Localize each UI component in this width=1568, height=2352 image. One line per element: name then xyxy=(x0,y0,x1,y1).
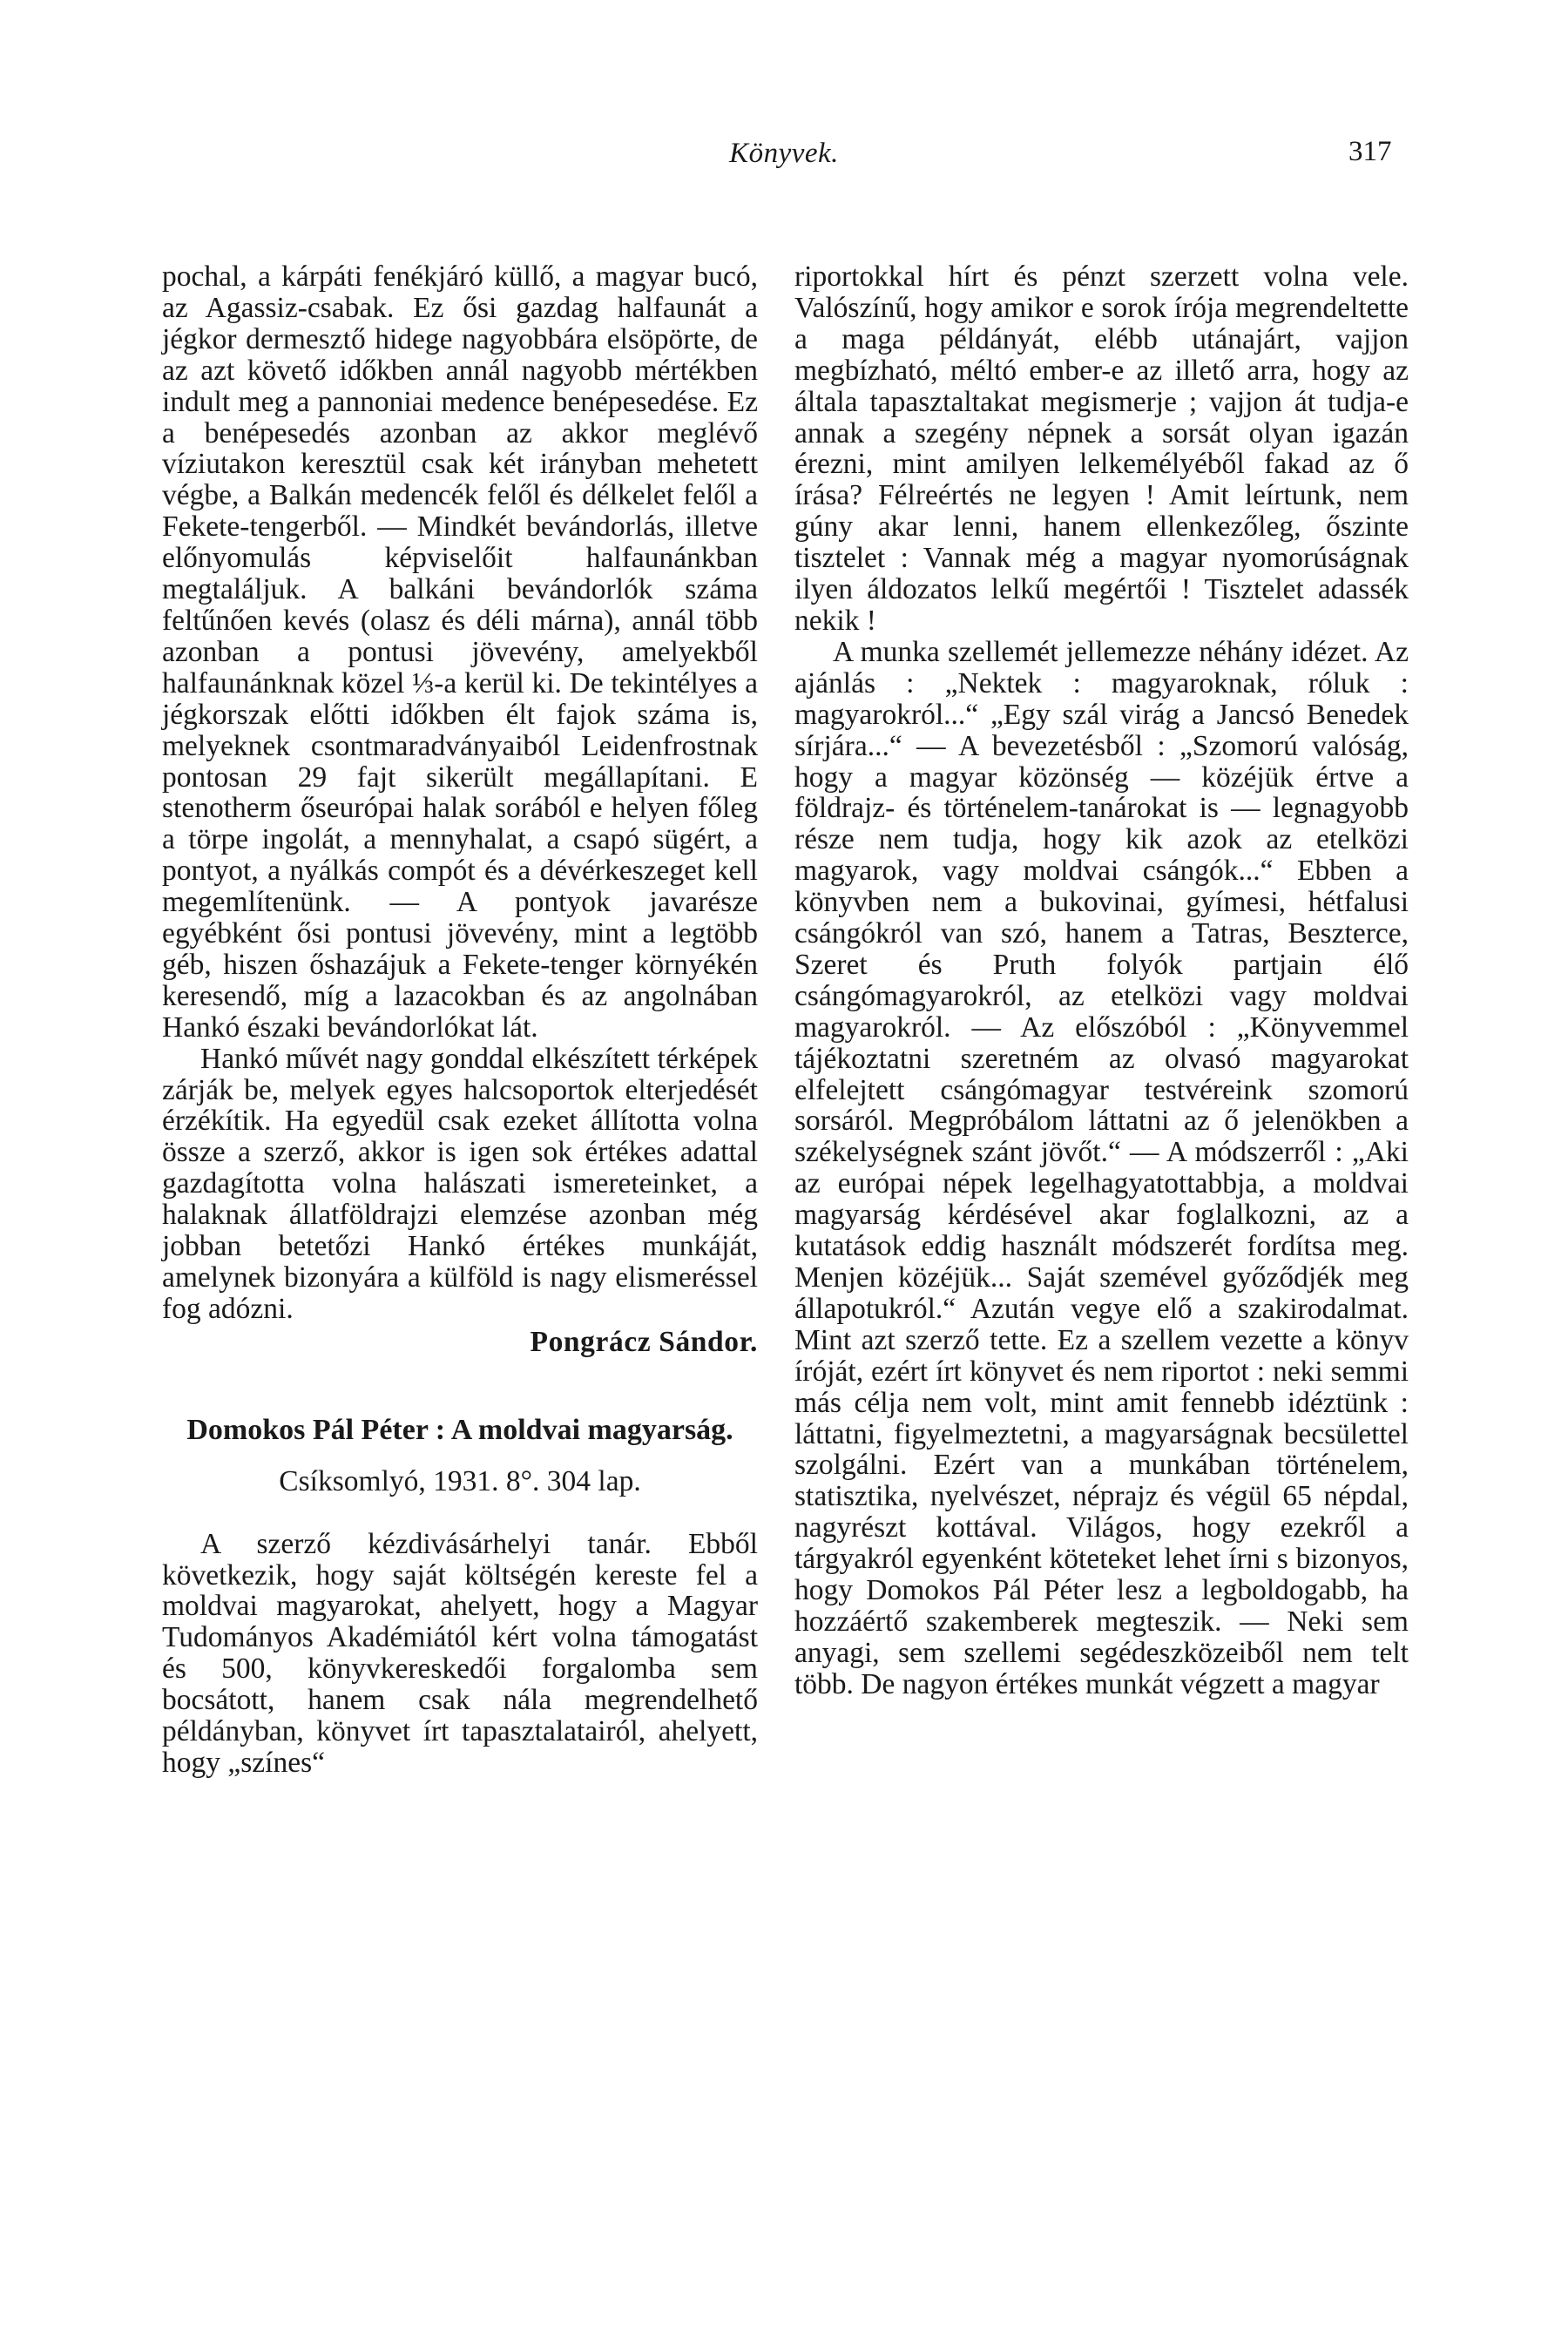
paragraph-author-intro: A szerző kézdivásárhelyi tanár. Ebből következik, hogy saját költségén kereste fel a moldvai magyarokat, ahelyett, hogy a Magyar Tudományos Akadémiától kért volna támogatást és 500, könyvkereskedői forgalomba sem bocsátott, hanem csak nála megrendelhető példányban, könyvet írt tapasztalatairól, ahelyett, hogy „színes“ xyxy=(162,1527,758,1779)
reviewer-signature: Pongrácz Sándor. xyxy=(530,1325,758,1358)
paragraph-quotes: A munka szellemét jellemezze néhány idézet. Az ajánlás : „Nektek : magyaroknak, róluk : magyarokról...“ „Egy szál virág a Jancsó Benedek sírjára...“ — A bevezetésből : „Szomorú valóság, hogy a magyar közönség — közéjük értve a földrajz- és történelem-tanárokat is — legnagyobb része nem tudja, hogy kik azok az etelközi magyarok, vagy moldvai csángók...“ Ebben a könyvben nem a bukovinai, gyímesi, hétfalusi csángókról van szó, hanem a Tatras, Beszterce, Szeret és Pruth folyók partjain élő csángómagyarokról, az etelközi vagy moldvai magyarokról. — Az előszóból : „Könyvemmel tájékoztatni szeretném az olvasó magyarokat elfelejtett csángómagyar testvéreink szomorú sorsáról. Megpróbálom láttatni az ő jelenökben a székelységnek szánt jövőt.“ — A módszerről : „Aki az európai népek legelhagyatottabbja, a moldvai magyarság kérdésével akar foglalkozni, az a kutatások eddig használt módszerét fordítsa meg. Menjen közéjük... Saját szemével győződjék meg állapotukról.“ Azután vegye elő a szakirodalmat. Mint azt szerző tette. Ez a szellem vezette a könyv íróját, ezért írt könyvet és nem riportot : neki semmi más célja nem volt, mint amit fennebb idéztünk : láttatni, figyelmeztetni, a magyarságnak becsülettel szolgálni. Ezért van a munkában történelem, statisztika, nyelvészet, néprajz és végül 65 népdal, nagyrészt kottával. Világos, hogy ezekről a tárgyakról egyenként köteteket lehet írni s bizonyos, hogy Domokos Pál Péter lesz a legboldogabb, ha hozzáértő szakemberek megteszik. — Neki sem anyagi, sem szellemi segédeszközeiből nem telt több. De nagyon értékes munkát végzett a magyar xyxy=(794,635,1409,1700)
review-publication-info: Csíksomlyó, 1931. 8°. 304 lap. xyxy=(279,1464,641,1497)
left-column xyxy=(162,261,758,1779)
right-column xyxy=(794,261,1409,1700)
review-title: Domokos Pál Péter : A moldvai magyarság. xyxy=(186,1413,733,1446)
paragraph-fish-fauna: pochal, a kárpáti fenékjáró küllő, a magyar bucó, az Agassiz-csabak. Ez ősi gazdag halfaunát a jégkor dermesztő hidege nagyobbára elsöpörte, de az azt követő időkben annál nagyobb mértékben indult meg a pannoniai medence benépesedése. Ez a benépesedés azonban az akkor meglévő víziutakon keresztül csak két irányban mehetett végbe, a Balkán medencék felől és délkelet felől a Fekete-tengerből. — Mindkét bevándorlás, illetve előnyomulás képviselőit halfaunánkban megtaláljuk. A balkáni bevándorlók száma feltűnően kevés (olasz és déli márna), annál több azonban a pontusi jövevény, amelyekből halfaunánknak közel ⅓-a kerül ki. De tekintélyes a jégkorszak előtti időkben élt fajok száma is, melyeknek csontmaradványaiból Leidenfrostnak pontosan 29 fajt sikerült megállapítani. E stenotherm őseurópai halak sorából e helyen főleg a törpe ingolát, a mennyhalat, a csapó sügért, a pontyot, a nyálkás compót és a dévérkeszeget kell megemlítenünk. — A pontyok javarésze egyébként ősi pontusi jövevény, mint a legtöbb géb, hiszen őshazájuk a Fekete-tenger környékén keresendő, míg a lazacokban és az angolnában Hankó északi bevándorlókat lát. xyxy=(162,260,758,1044)
running-header-title: Könyvek. xyxy=(729,138,839,169)
paragraph-maps: Hankó művét nagy gonddal elkészített térképek zárják be, melyek egyes halcsoportok elterjedését érzékítik. Ha egyedül csak ezeket állította volna össze a szerző, akkor is igen sok értékes adattal gazdagította volna halászati ismereteinket, a halaknak állatföldrajzi elemzése azonban még jobban betetőzi Hankó értékes munkáját, amelynek bizonyára a külföld is nagy elismeréssel fog adózni. xyxy=(162,1042,758,1325)
paragraph-reports: riportokkal hírt és pénzt szerzett volna vele. Valószínű, hogy amikor e sorok írója megrendeltette a maga példányát, elébb utánajárt, vajjon megbízható, méltó ember-e az illető arra, hogy az általa tapasztaltakat megismerje ; vajjon át tudja-e annak a szegény népnek a sorsát olyan igazán érezni, mint amilyen lelkemélyéből fakad az ő írása? Félreértés ne legyen ! Amit leírtunk, nem gúny akar lenni, hanem ellenkezőleg, őszinte tisztelet : Vannak még a magyar nyomorúságnak ilyen áldozatos lelkű megértői ! Tisztelet adassék nekik ! xyxy=(794,260,1409,637)
page-number: 317 xyxy=(1348,136,1392,167)
